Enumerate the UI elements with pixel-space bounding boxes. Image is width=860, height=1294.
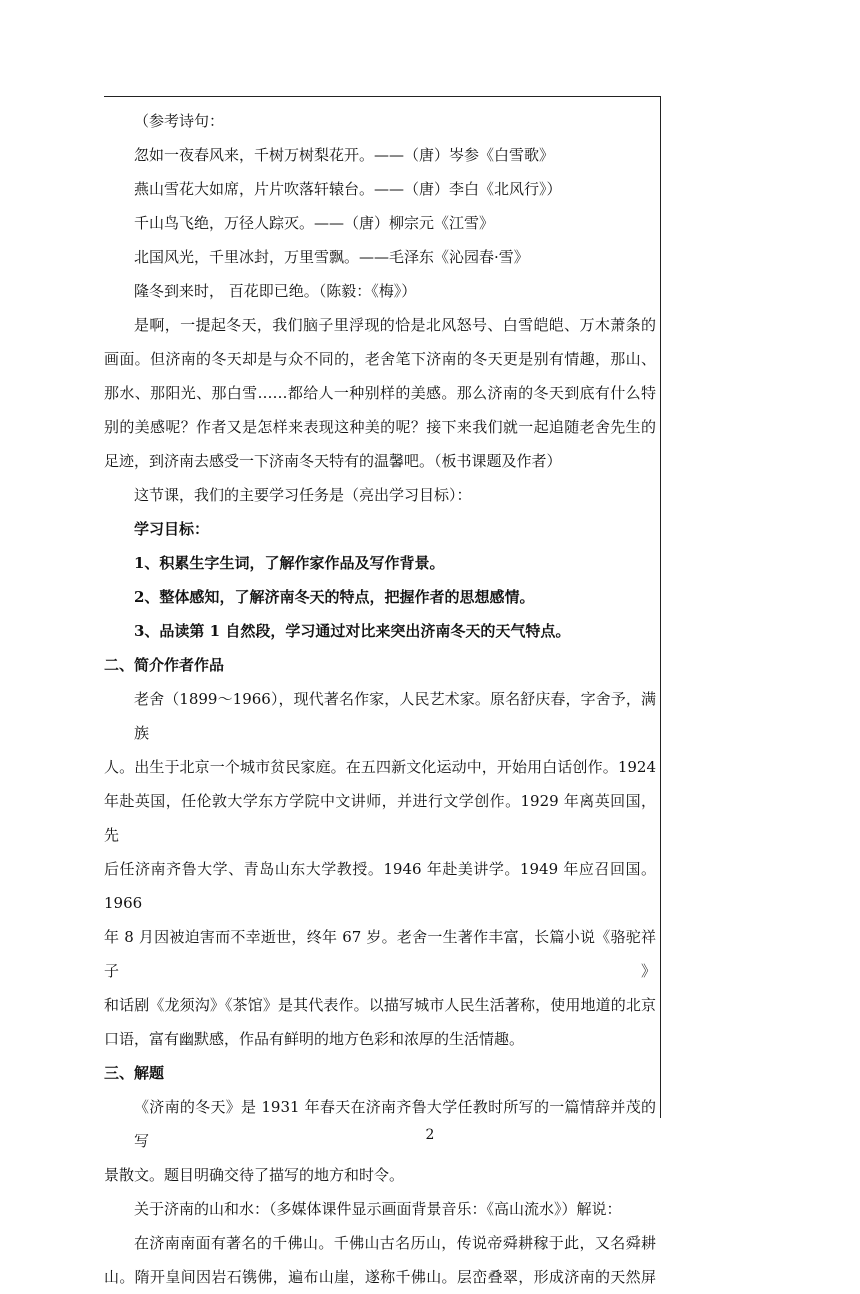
poem-line: 隆冬到来时， 百花即已绝。（陈毅：《梅》） — [134, 282, 417, 300]
poem-line: 千山鸟飞绝，万径人踪灭。——（唐）柳宗元《江雪》 — [134, 214, 495, 232]
poem-line: 忽如一夜春风来，千树万树梨花开。——（唐）岑参《白雪歌》 — [134, 146, 555, 164]
learning-goal-item: 2、整体感知，了解济南冬天的特点，把握作者的思想感情。 — [134, 588, 535, 606]
author-paragraph-line: 人。出生于北京一个城市贫民家庭。在五四新文化运动中，开始用白话创作。1924 — [104, 758, 656, 776]
qianfo-paragraph-line: 在济南南面有著名的千佛山。千佛山古名历山，传说帝舜耕稼于此，又名舜耕 — [134, 1234, 656, 1252]
section-heading-title-explanation: 三、解题 — [104, 1064, 165, 1082]
mountain-water-intro: 关于济南的山和水：（多媒体课件显示画面背景音乐：《高山流水》）解说： — [134, 1200, 622, 1218]
poem-line: 燕山雪花大如席，片片吹落轩辕台。——（唐）李白《北风行》） — [134, 180, 562, 198]
intro-paragraph-line: 那水、那阳光、那白雪……都给人一种别样的美感。那么济南的冬天到底有什么特 — [104, 384, 656, 402]
author-paragraph-line: 年 8 月因被迫害而不幸逝世，终年 67 岁。老舍一生著作丰富，长篇小说《骆驼祥子》 — [104, 928, 656, 980]
author-paragraph-line: 口语，富有幽默感，作品有鲜明的地方色彩和浓厚的生活情趣。 — [104, 1030, 525, 1048]
author-paragraph-line: 和话剧《龙须沟》《茶馆》是其代表作。以描写城市人民生活著称，使用地道的北京 — [104, 996, 656, 1014]
page-number: 2 — [425, 1127, 435, 1143]
table-top-border — [104, 96, 661, 97]
intro-paragraph-line: 画面。但济南的冬天却是与众不同的，老舍笔下济南的冬天更是别有情趣，那山、 — [104, 350, 656, 368]
qianfo-paragraph-line: 山。隋开皇间因岩石镌佛，遍布山崖，遂称千佛山。层峦叠翠，形成济南的天然屏 — [104, 1268, 656, 1286]
reference-poems-heading: （参考诗句： — [134, 112, 225, 130]
author-paragraph-line: 老舍（1899～1966），现代著名作家，人民艺术家。原名舒庆春，字舍予，满族 — [134, 690, 656, 742]
title-paragraph-line: 景散文。题目明确交待了描写的地方和时令。 — [104, 1166, 405, 1184]
author-paragraph-line: 后任济南齐鲁大学、青岛山东大学教授。1946 年赴美讲学。1949 年应召回国。1966 — [104, 860, 656, 912]
learning-goal-item: 3、品读第 1 自然段，学习通过对比来突出济南冬天的天气特点。 — [134, 622, 571, 640]
task-intro: 这节课，我们的主要学习任务是（亮出学习目标）： — [134, 486, 472, 504]
table-right-border — [660, 96, 661, 1118]
title-paragraph-line: 《济南的冬天》是 1931 年春天在济南齐鲁大学任教时所写的一篇情辞并茂的写 — [134, 1098, 656, 1150]
intro-paragraph-line: 是啊，一提起冬天，我们脑子里浮现的恰是北风怒号、白雪皑皑、万木萧条的 — [134, 316, 656, 334]
learning-goal-item: 1、积累生字生词，了解作家作品及写作背景。 — [134, 554, 445, 572]
author-paragraph-line: 年赴英国，任伦敦大学东方学院中文讲师，并进行文学创作。1929 年离英回国，先 — [104, 792, 656, 844]
learning-goals-heading: 学习目标： — [134, 520, 210, 538]
poem-line: 北国风光，千里冰封，万里雪飘。——毛泽东《沁园春·雪》 — [134, 248, 529, 266]
intro-paragraph-line: 别的美感呢？作者又是怎样来表现这种美的呢？接下来我们就一起追随老舍先生的 — [104, 418, 656, 436]
document-body — [104, 104, 656, 1294]
section-heading-author: 二、简介作者作品 — [104, 656, 225, 674]
intro-paragraph-line: 足迹，到济南去感受一下济南冬天特有的温馨吧。（板书课题及作者） — [104, 452, 562, 470]
